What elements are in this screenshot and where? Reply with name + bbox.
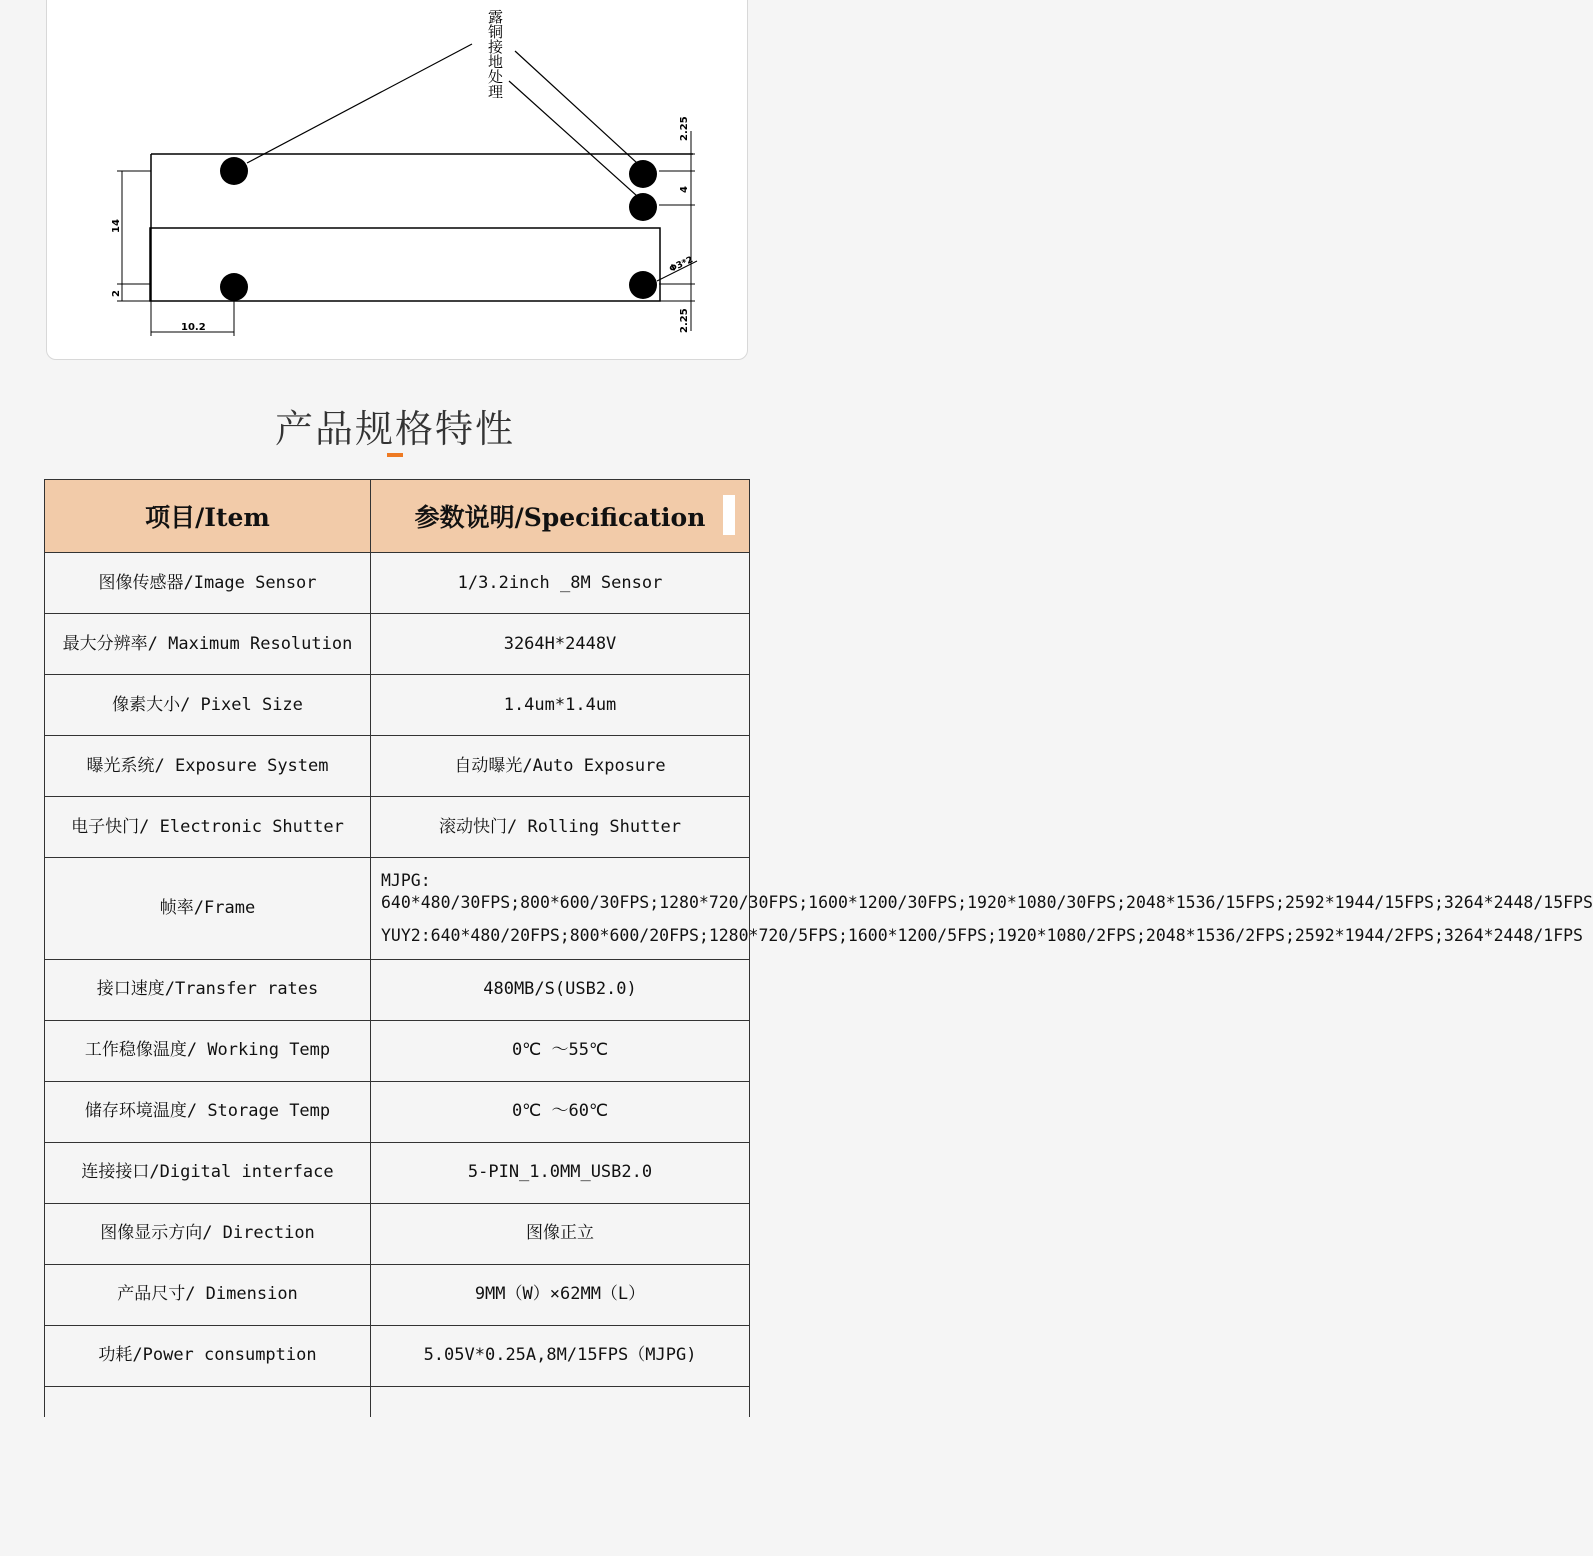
row-value: 0℃ ～60℃ [371,1081,750,1142]
header-spec [371,480,750,553]
ground-pad-top-right [629,160,657,188]
table-row [45,1325,750,1386]
table-row [45,959,750,1020]
annotation-label: 露铜接地处理 [486,9,504,99]
row-key: 像素大小/ Pixel Size [45,675,371,736]
table-row [45,553,750,614]
dim-left-small: 2 [111,290,122,297]
row-value: 图像正立 [371,1203,750,1264]
ground-pad-mid-right [629,193,657,221]
dim-hole: Φ3*2 [668,255,695,275]
dimension-drawing [47,0,747,359]
table-row [45,1142,750,1203]
row-key: 图像显示方向/ Direction [45,1203,371,1264]
row-key: 接口速度/Transfer rates [45,959,371,1020]
dim-bottom-left: 10.2 [181,322,206,333]
row-key: 产品尺寸/ Dimension [45,1264,371,1325]
row-value: 1/3.2inch _8M Sensor [371,553,750,614]
row-key: 连接接口/Digital interface [45,1142,371,1203]
header-item: 项目/Item [45,480,371,553]
dim-middle-right: 4 [679,186,690,193]
frame-yuy2: YUY2:640*480/20FPS;800*600/20FPS;1280*720/5FPS;1600*1200/5FPS;1920*1080/2FPS;2048*1536/2FPS;2592*1944/2FPS;3264*2448/1FPS [381,925,1583,945]
frame-mjpg: MJPG: 640*480/30FPS;800*600/30FPS;1280*720/30FPS;1600*1200/30FPS;1920*1080/30FPS;2048*1536/15FPS;2592*1944/15FPS;3264*2448/15FPS [381,871,1593,913]
spec-table [44,479,1593,1417]
row-value: 0℃ ～55℃ [371,1020,750,1081]
dim-bottom-right: 2.25 [679,308,690,333]
ground-pad-top-left [220,157,248,185]
row-key: 电子快门/ Electronic Shutter [45,797,371,858]
header-scroll-thumb [723,495,735,535]
ground-pad-bottom-left [220,273,248,301]
table-row [45,736,750,797]
row-value: 滚动快门/ Rolling Shutter [371,797,750,858]
dimension-drawing-card [46,0,748,360]
table-row [45,614,750,675]
row-value: 自动曝光/Auto Exposure [371,736,750,797]
table-header-row [45,480,750,553]
row-empty-key [45,1386,371,1417]
table-row [45,1081,750,1142]
row-key: 工作稳像温度/ Working Temp [45,1020,371,1081]
row-value: 480MB/S(USB2.0) [371,959,750,1020]
table-row [45,1203,750,1264]
row-empty-value [371,1386,750,1417]
table-row-empty [45,1386,750,1417]
header-spec-label: 参数说明/Specification [414,503,706,532]
row-key: 图像传感器/Image Sensor [45,553,371,614]
title-underline [387,453,403,457]
table-row [45,797,750,858]
section-title: 产品规格特性 [274,407,515,451]
row-value-frame [371,858,1593,960]
row-value: 9MM（W）×62MM（L） [371,1264,750,1325]
dim-left-height: 14 [111,219,122,233]
ground-pad-bottom-right [629,271,657,299]
row-key: 储存环境温度/ Storage Temp [45,1081,371,1142]
dim-top-right: 2.25 [679,116,690,141]
table-row [45,1020,750,1081]
row-key: 帧率/Frame [45,858,371,960]
row-key: 功耗/Power consumption [45,1325,371,1386]
row-key: 最大分辨率/ Maximum Resolution [45,614,371,675]
row-key: 曝光系统/ Exposure System [45,736,371,797]
table-row [45,675,750,736]
row-value: 1.4um*1.4um [371,675,750,736]
row-value: 5.05V*0.25A,8M/15FPS（MJPG) [371,1325,750,1386]
row-value: 3264H*2448V [371,614,750,675]
row-value: 5-PIN_1.0MM_USB2.0 [371,1142,750,1203]
table-row [45,1264,750,1325]
table-row-frame [45,858,750,960]
